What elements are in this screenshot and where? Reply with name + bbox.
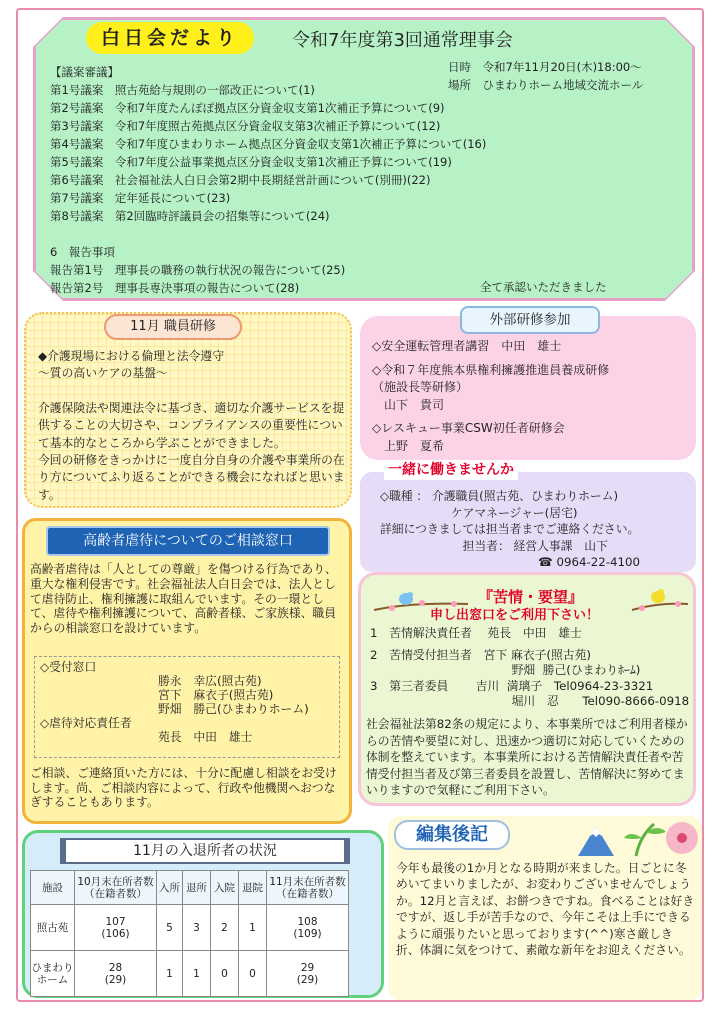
external-training-list xyxy=(372,338,609,455)
newsletter-title: 白日会だより xyxy=(86,22,254,54)
place-value: ひまわりホーム地域交流ホール xyxy=(482,78,644,92)
table-cell: 1 xyxy=(239,905,267,951)
table-header: 入所 xyxy=(157,871,183,905)
complaint-footer: 社会福祉法第82条の規定により、本事業所ではご利用者様からの苦情や要望に対し、迅速かつ適切に対応していくための体制を整えています。本事業所における苦情解決責任者や苦情受付担当者及び第三者委員を設置し、苦情解決に努めてまいりますので気軽にご利用下さい。 xyxy=(366,717,688,797)
report-item: 報告第2号 理事長専決事項の報告について(28) xyxy=(50,281,300,295)
table-cell: 108 (109) xyxy=(267,905,349,951)
table-row xyxy=(31,905,349,951)
table-cell: 28 (29) xyxy=(75,951,157,997)
table-header: 10月末在所者数 （在籍者数） xyxy=(75,871,157,905)
agenda-item: 第8号議案 第2回臨時評議員会の招集等について(24) xyxy=(50,209,330,223)
admissions-table xyxy=(30,870,349,997)
complaint-line: 2 苦情受付担当者 宮下 麻衣子(照古苑) xyxy=(370,647,592,662)
abuse-footer: ご相談、ご連絡頂いた方には、十分に配慮し相談をお受けします。尚、ご相談内容によって、行政や他機関へおつなぎすることもあります。 xyxy=(30,766,337,809)
recruit-line: ケアマネージャー(居宅) xyxy=(380,505,578,520)
new-year-icons xyxy=(574,818,698,858)
training-title: 11月 職員研修 xyxy=(104,314,242,340)
complaint-subtitle: 申し出窓口をご利用下さい！ xyxy=(430,608,600,623)
complaint-line: 野畑 勝己(ひまわりﾎｰﾑ) xyxy=(370,663,641,677)
consult-window-list xyxy=(40,660,309,744)
table-header: 退所 xyxy=(183,871,211,905)
report-heading: 6 報告事項 xyxy=(50,245,115,259)
table-cell: 1 xyxy=(157,951,183,997)
table-header: 退院 xyxy=(239,871,267,905)
recruit-line: 詳細につきましては担当者までご連絡ください。 xyxy=(380,522,640,536)
training-text: 介護保険法や関連法令に基づき、適切な介護サービスを提供することの大切さや、コンプライアンスの重要性について基本的なところから学ぶことができました。 xyxy=(38,400,345,450)
agenda-item: 第3号議案 令和7年度照古苑拠点区分資金収支第3次補正予算について(12) xyxy=(50,119,441,133)
agenda-item: 第4号議案 令和7年度ひまわりホーム拠点区分資金収支第1次補正予算について(16) xyxy=(50,137,487,151)
table-cell: 2 xyxy=(211,905,239,951)
meeting-info xyxy=(448,58,643,94)
table-cell: 0 xyxy=(211,951,239,997)
table-row xyxy=(31,951,349,997)
external-line: ◇安全運転管理者講習 中田 雄士 xyxy=(372,339,562,353)
date-label: 日時 xyxy=(448,60,471,74)
recruit-body xyxy=(380,488,640,571)
window-line: 勝永 幸広(照古苑) xyxy=(40,674,262,688)
external-line: 山下 貴司 xyxy=(372,397,445,412)
recruit-line: 担当者： 経営人事課 山下 xyxy=(380,538,608,553)
window-line: ◇受付窓口 xyxy=(40,660,97,674)
training-topic: ◆介護現場における倫理と法令遵守 xyxy=(38,349,225,363)
meeting-title: 令和7年度第3回通常理事会 xyxy=(292,30,513,51)
training-subtitle: ～質の高いケアの基盤～ xyxy=(38,366,168,381)
abuse-body: 高齢者虐待は「人としての尊厳」を傷つける行為であり、重大な権利侵害です。社会福祉法人白日会では、法人として虐待防止、権利擁護に取組んでいます。その一環として、虐待や権利擁護について、高齢者様、ご家族様、職員からの相談窓口を設けています。 xyxy=(30,562,337,636)
table-cell: ひまわり ホーム xyxy=(31,951,75,997)
table-cell: 5 xyxy=(157,905,183,951)
complaint-contacts xyxy=(370,626,689,710)
recruit-phone: 0964-22-4100 xyxy=(556,555,641,569)
table-header: 11月末在所者数 （在籍者数） xyxy=(267,871,349,905)
table-cell: 29 (29) xyxy=(267,951,349,997)
external-line: 上野 夏希 xyxy=(372,438,445,453)
table-cell: 0 xyxy=(239,951,267,997)
recruit-title: 一緒に働きませんか xyxy=(384,460,518,480)
mount-fuji-icon xyxy=(578,826,614,856)
approval-note: 全て承認いただきました xyxy=(480,280,607,294)
external-line: ◇令和７年度熊本県権利擁護推進員養成研修 xyxy=(372,362,610,377)
table-cell: 107 (106) xyxy=(75,905,157,951)
place-label: 場所 xyxy=(448,78,471,92)
window-line: 苑長 中田 雄士 xyxy=(40,730,253,744)
external-training-title: 外部研修参加 xyxy=(460,306,600,334)
complaint-title: 『苦情・要望』 xyxy=(478,588,584,606)
external-line: （施設長等研修） xyxy=(372,380,469,394)
bamboo-icon xyxy=(624,824,666,856)
agenda-item: 第1号議案 照古苑給与規則の一部改正について(1) xyxy=(50,83,315,97)
table-cell: 3 xyxy=(183,905,211,951)
table-cell: 照古苑 xyxy=(31,905,75,951)
agenda-list xyxy=(50,63,486,297)
window-line: 宮下 麻衣子(照古苑) xyxy=(40,688,274,702)
recruit-line: ◇職種 ： 介護職員(照古苑、ひまわりホーム) xyxy=(380,489,619,503)
training-text: 今回の研修をきっかけに一度自分自身の介護や事業所の在り方についてふり返ることができる機会になればと思います。 xyxy=(38,453,345,502)
branch-bird-illustration xyxy=(630,582,690,616)
table-header: 入院 xyxy=(211,871,239,905)
complaint-line: 1 苦情解決責任者 苑長 中田 雄士 xyxy=(370,626,582,640)
agenda-item: 第5号議案 令和7年度公益事業拠点区分資金収支第1次補正予算について(19) xyxy=(50,155,452,169)
abuse-title: 高齢者虐待についてのご相談窓口 xyxy=(46,526,330,556)
external-line: ◇レスキュー事業CSW初任者研修会 xyxy=(372,421,565,435)
date-value: 令和7年11月20日(木)18:00～ xyxy=(482,60,642,74)
agenda-item: 第7号議案 定年延長について(23) xyxy=(50,191,231,205)
plum-blossom-icon xyxy=(666,822,698,854)
complaint-line: 3 第三者委員 吉川 満璃子 Tel0964-23-3321 xyxy=(370,678,654,693)
window-line: 野畑 勝己(ひまわりホーム) xyxy=(40,702,309,716)
table-header: 施設 xyxy=(31,871,75,905)
agenda-heading: 【議案審議】 xyxy=(50,65,119,79)
table-cell: 1 xyxy=(183,951,211,997)
agenda-item: 第6号議案 社会福祉法人白日会第2期中長期経営計画について(別冊)(22) xyxy=(50,173,431,187)
agenda-item: 第2号議案 令和7年度たんぽぽ拠点区分資金収支第1次補正予算について(9) xyxy=(50,101,445,115)
phone-icon: ☎ xyxy=(538,555,553,569)
report-item: 報告第1号 理事長の職務の執行状況の報告について(25) xyxy=(50,263,346,277)
training-body xyxy=(38,348,348,504)
complaint-line: 堀川 忍 Tel090-8666-0918 xyxy=(370,694,690,708)
admissions-title: 11月の入退所者の状況 xyxy=(60,838,350,864)
editor-note-title: 編集後記 xyxy=(394,820,510,850)
window-line: ◇虐待対応責任者 xyxy=(40,716,132,730)
editor-note-body: 今年も最後の1か月となる時期が来ました。日ごとに冬めいてまいりましたが、お変わりございませんでしょうか。12月と言えば、お餅つきですね。食べることは好きですが、返し手が苦手なので、今年こそは上手にできるように頑張りたいと思っております(^^)寒さ厳しき折、体調に気をつけて、素敵な新年をお迎えください。 xyxy=(396,861,695,958)
